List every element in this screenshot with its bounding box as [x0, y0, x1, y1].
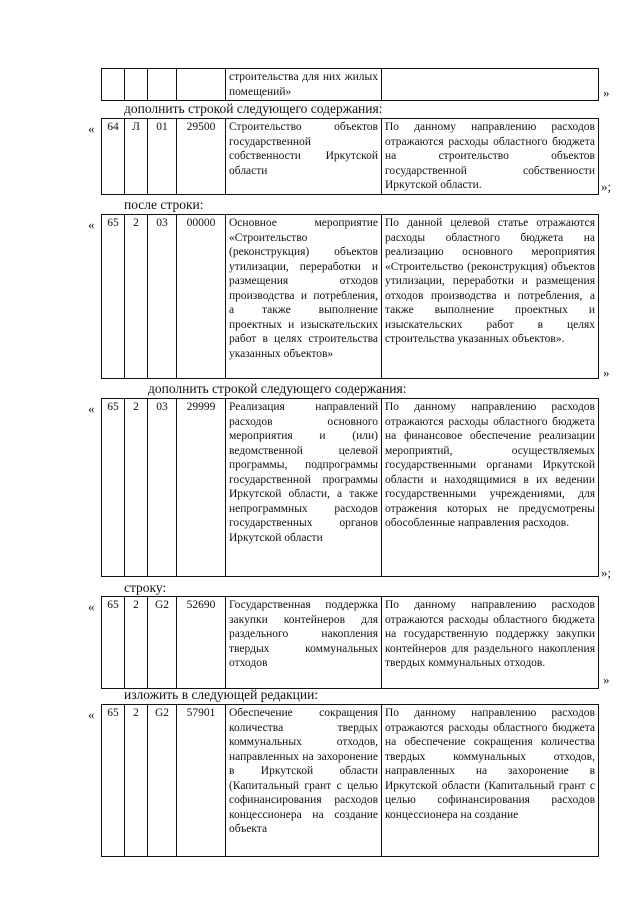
table-row	[102, 705, 599, 857]
description-cell: По данному направлению расходов отражаются расходы областного бюджета на обеспечение сокращения количества твердых коммунальных отходов, направленных на захоронение в Иркутской области (Капитальный грант с целью софинансирования расходов концессионера на создание	[382, 705, 599, 857]
code-cell-2: 2	[125, 399, 148, 577]
description-cell: По данному направлению расходов отражаются расходы областного бюджета на строительство объектов государственной собственности Иркутской области.	[382, 119, 599, 195]
code-cell-4: 52690	[177, 597, 226, 689]
name-cell: Основное мероприятие «Строительство (реконструкция) объектов утилизации, переработки и размещения отходов производства и потребления, а также выполнение проектных и изыскательских работ в целях строительства указанных объектов»	[226, 215, 382, 379]
code-table-0	[101, 68, 599, 101]
name-cell: Строительство объектов государственной собственности Иркутской области	[226, 119, 382, 195]
code-cell-3: 03	[148, 215, 177, 379]
instruction-text: дополнить строкой следующего содержания:	[124, 101, 383, 116]
description-cell: По данному направлению расходов отражаются расходы областного бюджета на государственную поддержку закупки контейнеров для раздельного накопления твердых коммунальных отходов.	[382, 597, 599, 689]
code-table-5	[101, 704, 599, 857]
instruction-text: строку:	[124, 580, 167, 595]
code-cell-4: 29999	[177, 399, 226, 577]
code-cell-1: 65	[102, 215, 125, 379]
code-cell-1: 65	[102, 705, 125, 857]
code-cell-1: 64	[102, 119, 125, 195]
closing-quote: »;	[601, 565, 612, 580]
code-table-1	[101, 118, 599, 195]
code-cell-4: 29500	[177, 119, 226, 195]
opening-quote: «	[88, 707, 95, 722]
table-row	[102, 399, 599, 577]
code-table-2	[101, 214, 599, 379]
table-row	[102, 119, 599, 195]
opening-quote: «	[88, 599, 95, 614]
name-cell: строительства для них жилых помещений»	[226, 69, 382, 101]
opening-quote: «	[88, 401, 95, 416]
table-row	[102, 69, 599, 101]
name-cell: Государственная поддержка закупки контейнеров для раздельного накопления твердых коммунальных отходов	[226, 597, 382, 689]
description-cell	[382, 69, 599, 101]
table-row	[102, 215, 599, 379]
opening-quote: «	[88, 121, 95, 136]
table-row	[102, 597, 599, 689]
description-cell: По данной целевой статье отражаются расходы областного бюджета на реализацию основного мероприятия «Строительство (реконструкция) объектов утилизации, переработки и размещения отходов производства и потребления, а также выполнение проектных и изыскательских работ в целях строительства указанных объектов».	[382, 215, 599, 379]
instruction-text: после строки:	[124, 197, 204, 212]
instruction-text: изложить в следующей редакции:	[124, 687, 319, 702]
code-cell-3: G2	[148, 705, 177, 857]
code-cell-1: 65	[102, 399, 125, 577]
code-cell-2: 2	[125, 597, 148, 689]
code-cell-2: 2	[125, 215, 148, 379]
code-cell-3: 01	[148, 119, 177, 195]
code-cell-2	[125, 69, 148, 101]
code-cell-3: G2	[148, 597, 177, 689]
code-table-3	[101, 398, 599, 577]
opening-quote: «	[88, 217, 95, 232]
code-cell-1: 65	[102, 597, 125, 689]
code-cell-2: Л	[125, 119, 148, 195]
instruction-text: дополнить строкой следующего содержания:	[148, 381, 407, 396]
closing-quote: »;	[601, 179, 612, 194]
closing-quote: »	[603, 365, 610, 380]
name-cell: Реализация направлений расходов основного мероприятия и (или) ведомственной целевой программы, подпрограммы государственной программы Иркутской области, а также непрограммных расходов государственных органов Иркутской области	[226, 399, 382, 577]
code-cell-4	[177, 69, 226, 101]
name-cell: Обеспечение сокращения количества твердых коммунальных отходов, направленных на захоронение в Иркутской области (Капитальный грант с целью софинансирования расходов концессионера на создание объекта	[226, 705, 382, 857]
code-cell-4: 57901	[177, 705, 226, 857]
code-cell-1	[102, 69, 125, 101]
closing-quote: »	[603, 85, 610, 100]
description-cell: По данному направлению расходов отражаются расходы областного бюджета на финансовое обеспечение реализации мероприятий, осуществляемых государственными органами Иркутской области и находящимися в их ведении государственными учреждениями, для отражения которых не предусмотрены обособленные направления расходов.	[382, 399, 599, 577]
code-cell-3	[148, 69, 177, 101]
code-cell-2: 2	[125, 705, 148, 857]
closing-quote: »	[603, 672, 610, 687]
code-cell-3: 03	[148, 399, 177, 577]
code-table-4	[101, 596, 599, 689]
code-cell-4: 00000	[177, 215, 226, 379]
